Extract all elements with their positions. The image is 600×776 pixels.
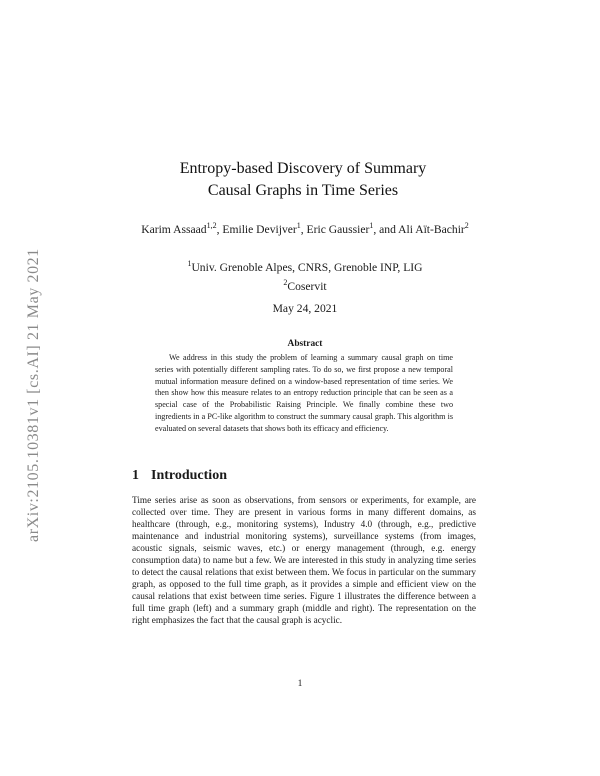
section-number: 1	[132, 468, 139, 483]
title-line-1: Entropy-based Discovery of Summary	[179, 160, 427, 177]
affiliation-2	[130, 275, 480, 294]
author-4: , and Ali Aït-Bachir	[373, 222, 465, 236]
author-4-affil-mark: 2	[464, 221, 469, 230]
affiliation-2-mark: 2	[283, 277, 288, 287]
affiliation-1-mark: 1	[187, 259, 192, 268]
abstract-text: We address in this study the problem of learning a summary causal graph on time series with potentially different sampling rates. To do so, we first propose a new temporal mutual information measure defined on a window-based representation of time series. We then show how this measure relates to an entropy reduction principle that can be seen as a special case of the Probabilistic Raising Principle. We finally combine these two ingredients in a PC-like algorithm to construct the summary causal graph. This algorithm is evaluated on several datasets that shows both its efficacy and efficiency.	[155, 353, 453, 433]
paper-title	[120, 158, 486, 202]
publication-date: May 24, 2021	[272, 302, 338, 315]
page-number: 1	[297, 679, 303, 689]
introduction-paragraph-1: Time series arise as soon as observations, from sensors or experiments, for example, are collected over time. They are present in various forms in many different domains, as healthcare (through, e.g., monitoring systems), Industry 4.0 (through, e.g., predictive maintenance and industrial monitoring systems), surveillance systems (from images, acoustic signals, seismic waves, etc.) or energy management (through, e.g. energy consumption data) to name but a few. We are interested in this study in analyzing time series to detect the causal relations that exist between them. We focus in particular on the summary graph, as opposed to the full time graph, as it provides a simple and efficient view on the causal relations that exist between time series. Figure 1 illustrates the difference between a full time graph (left) and a summary graph (middle and right). The representation on the right emphasizes the fact that the causal graph is acyclic.	[132, 496, 476, 626]
author-2: , Emilie Devijver	[216, 222, 297, 236]
abstract-body	[155, 352, 453, 435]
affiliation-1-text: Univ. Grenoble Alpes, CNRS, Grenoble INP, LIG	[191, 260, 423, 274]
introduction-body	[132, 495, 476, 627]
affiliation-1	[130, 256, 480, 275]
abstract-heading: Abstract	[287, 339, 323, 349]
author-list	[130, 217, 480, 238]
section-heading-introduction	[132, 468, 227, 484]
author-3-affil-mark: 1	[369, 221, 374, 230]
affiliations	[130, 256, 480, 294]
section-title: Introduction	[151, 468, 227, 483]
author-3: , Eric Gaussier	[300, 222, 370, 236]
arxiv-identifier-stamp: arXiv:2105.10381v1 [cs.AI] 21 May 2021	[25, 248, 42, 542]
affiliation-2-text: Coservit	[287, 279, 327, 293]
title-line-2: Causal Graphs in Time Series	[207, 182, 399, 199]
author-2-affil-mark: 1	[296, 221, 301, 230]
author-1-affil-mark: 1,2	[206, 221, 217, 230]
author-1: Karim Assaad	[141, 222, 207, 236]
